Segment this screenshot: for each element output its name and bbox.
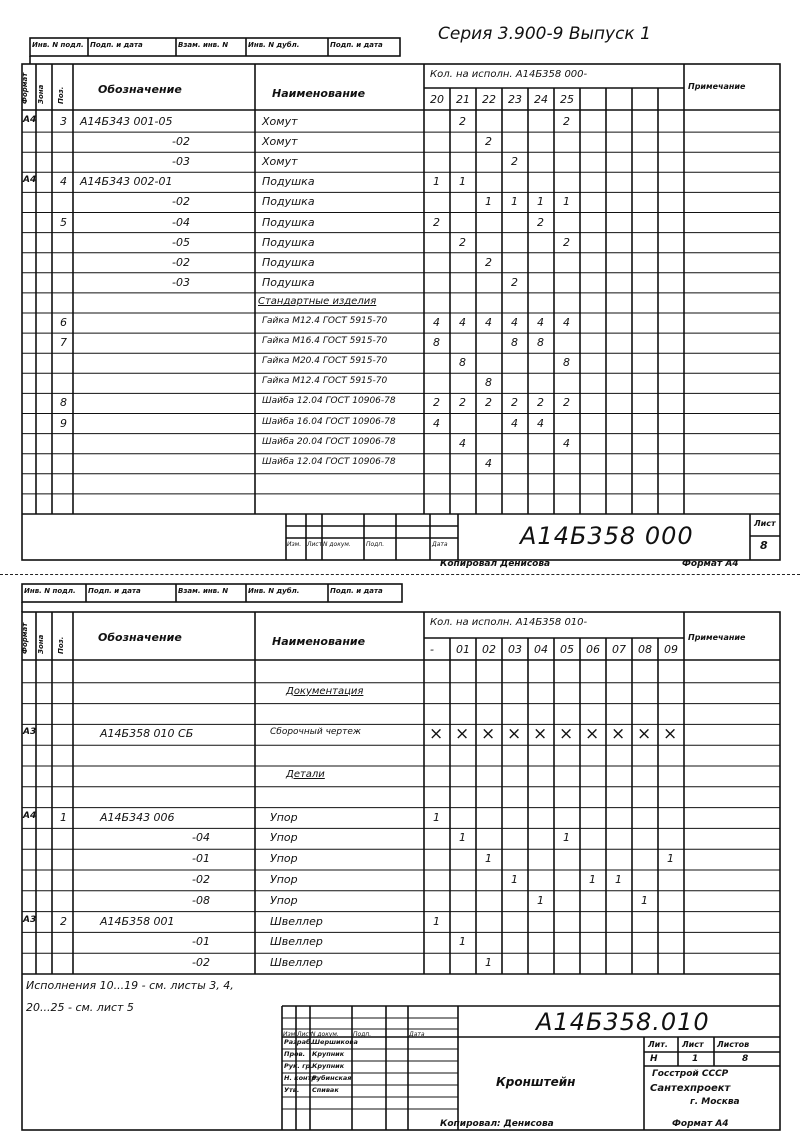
top-row-designation: -05 [172,235,190,249]
top-row-qty: 4 [537,316,544,329]
bottom-row-designation: А14Б343 006 [100,810,175,824]
bottom-org-2: Сантехпроект [650,1083,731,1094]
sheet-divider [0,574,800,575]
top-approval-1: Инв. N подл. [32,41,84,49]
bottom-row-name: Упор [270,873,298,886]
bottom-row-name: Упор [270,852,298,866]
top-row-qty: 2 [459,115,466,128]
bottom-sheets-value: 8 [742,1054,749,1064]
top-row-qty: 4 [485,456,492,470]
top-col-zone: Зона [37,84,45,104]
bottom-qty-col-7: 07 [612,643,626,656]
bottom-row-name: Швеллер [270,956,323,970]
bottom-approval-5: Подп. и дата [330,587,383,595]
top-row-name: Стандартные изделия [258,295,377,307]
bottom-approval-2: Подп. и дата [88,587,141,595]
bottom-row-qty: × [455,724,470,745]
top-row-name: Гайка М20.4 ГОСТ 5915-70 [262,356,388,367]
bottom-row-qty: 1 [485,852,492,866]
top-qty-col-3: 23 [508,93,522,106]
bottom-lit-sheets-label: Листов [717,1040,750,1049]
bottom-approval-1: Инв. N подл. [24,587,76,595]
top-sheet-label: Лист [754,519,776,528]
top-row-name: Подушка [262,255,315,269]
stamp-role: Рук. гр. [284,1062,313,1070]
top-row-qty: 2 [511,396,518,410]
bottom-row-qty: × [533,724,548,745]
top-row-pos: 8 [60,396,67,410]
top-doc-code: А14Б358 000 [520,522,694,550]
top-row-qty: 2 [459,235,466,249]
bottom-footer-copied: Копировал: Денисова [440,1119,554,1129]
top-row-qty: 8 [485,376,492,390]
bottom-qty-col-4: 04 [534,643,548,656]
top-row-qty: 4 [537,416,544,430]
bottom-row-designation: -01 [192,852,210,866]
top-row-qty: 2 [537,215,544,229]
top-col-format: Формат [21,72,29,104]
top-row-qty: 1 [485,195,492,209]
top-row-designation: А14Б343 002-01 [80,175,173,189]
top-row-name: Подушка [262,215,315,229]
bottom-row-qty: × [507,724,522,745]
bottom-footer-format: Формат А4 [672,1119,729,1129]
bottom-lit-value: Н [650,1054,658,1064]
top-col-note: Примечание [688,82,746,91]
stamp-person: Крупник [312,1050,345,1058]
top-row-qty: 8 [563,356,570,370]
bottom-row-qty: × [637,724,652,745]
bottom-row-qty: 1 [589,873,596,886]
bottom-row-qty: 1 [459,935,466,949]
top-row-name: Гайка М12.4 ГОСТ 5915-70 [262,316,388,326]
bottom-row-name: Швеллер [270,914,323,928]
stamp-role: Утв. [284,1086,300,1094]
bottom-qty-col-6: 06 [586,643,600,656]
top-row-name: Подушка [262,235,315,249]
top-row-name: Подушка [262,195,315,209]
top-row-name: Подушка [262,175,315,189]
bottom-qty-col-0: - [430,643,434,656]
top-qty-col-5: 25 [560,93,574,106]
top-row-format: А4 [23,115,37,125]
bottom-col-qty-title: Кол. на исполн. А14Б358 010- [430,617,588,628]
bottom-note-line-1: Исполнения 10...19 - см. листы 3, 4, [26,979,234,992]
bottom-qty-col-5: 05 [560,643,574,656]
top-row-pos: 7 [60,336,67,350]
bottom-org-1: Госстрой СССР [652,1069,729,1079]
top-col-pos: Поз. [57,86,65,104]
bottom-row-qty: × [481,724,496,745]
bottom-row-qty: × [611,724,626,745]
top-qty-col-0: 20 [430,93,444,106]
top-row-qty: 4 [511,416,518,430]
top-row-designation: -03 [172,275,190,289]
top-stamp-doc: N докум. [323,541,351,548]
bottom-row-format: А3 [23,914,37,925]
top-row-qty: 1 [511,195,518,209]
top-row-pos: 3 [60,115,67,128]
bottom-qty-col-2: 02 [482,643,496,656]
bottom-row-name: Документация [286,685,364,697]
bottom-row-name: Детали [286,769,325,780]
stamp-role: Разраб. [284,1038,313,1046]
bottom-row-qty: × [585,724,600,745]
top-row-qty: 2 [485,396,492,410]
top-row-qty: 4 [563,436,570,450]
bottom-stamp-list: Лист [297,1031,313,1038]
top-stamp-list: Лист [307,541,323,548]
bottom-row-qty: 1 [667,852,674,866]
bottom-row-designation: -08 [192,893,210,907]
bottom-row-name: Упор [270,831,298,845]
bottom-row-qty: 1 [511,873,518,886]
top-row-name: Хомут [262,135,298,149]
top-row-name: Шайба 16.04 ГОСТ 10906-78 [262,416,396,427]
top-row-qty: 8 [511,336,518,350]
bottom-sheet-value: 1 [692,1054,699,1064]
top-row-qty: 2 [459,396,466,410]
top-row-qty: 4 [511,316,518,329]
bottom-row-qty: 1 [641,893,648,907]
bottom-col-designation: Обозначение [98,631,182,644]
top-row-qty: 4 [459,436,466,450]
bottom-col-pos: Поз. [57,636,65,654]
bottom-row-qty: 1 [433,914,440,928]
bottom-row-name: Сборочный чертеж [270,727,362,738]
top-qty-col-4: 24 [534,93,548,106]
bottom-row-designation: -02 [192,956,210,970]
top-row-qty: 1 [433,175,440,189]
top-row-qty: 2 [563,396,570,410]
top-row-designation: А14Б343 001-05 [80,115,173,128]
bottom-sheet [0,582,800,1135]
bottom-row-qty: × [429,724,444,745]
top-footer-format: Формат А4 [682,559,739,569]
top-row-qty: 1 [459,175,466,189]
bottom-stamp-izm: Изм. [283,1031,298,1038]
bottom-row-designation: -04 [192,831,210,845]
bottom-row-qty: 1 [537,893,544,907]
top-row-name: Подушка [262,275,315,289]
top-row-qty: 2 [485,135,492,149]
bottom-col-name: Наименование [272,635,366,648]
bottom-row-qty: × [663,724,678,745]
top-row-pos: 4 [60,175,67,189]
top-row-qty: 4 [433,416,440,430]
top-stamp-sign: Подп. [366,541,385,548]
bottom-row-qty: 1 [485,956,492,970]
bottom-qty-col-3: 03 [508,643,522,656]
bottom-row-qty: 1 [563,831,570,845]
top-row-qty: 8 [433,336,440,350]
top-row-designation: -03 [172,155,190,169]
top-row-qty: 2 [511,275,518,289]
bottom-qty-col-9: 09 [664,643,678,656]
stamp-person: Спивак [312,1086,339,1094]
bottom-row-designation: -02 [192,873,210,886]
bottom-row-name: Швеллер [270,935,323,949]
top-row-format: А4 [23,175,37,186]
top-col-designation: Обозначение [98,83,182,96]
bottom-approval-4: Инв. N дубл. [248,587,300,595]
top-row-name: Гайка М16.4 ГОСТ 5915-70 [262,336,388,347]
bottom-qty-col-1: 01 [456,643,470,656]
top-qty-col-2: 22 [482,93,496,106]
top-row-designation: -02 [172,195,190,209]
bottom-doc-title: Кронштейн [496,1075,576,1089]
top-row-qty: 2 [433,215,440,229]
top-row-qty: 4 [433,316,440,329]
top-col-name: Наименование [272,87,366,100]
top-stamp-date: Дата [432,541,448,548]
bottom-lit-label: Лит. [648,1040,668,1049]
bottom-row-name: Упор [270,810,298,824]
top-row-pos: 5 [60,215,67,229]
stamp-role: Н. контр. [284,1074,319,1082]
stamp-person: Рубинская [312,1074,352,1082]
top-row-qty: 2 [563,235,570,249]
top-row-qty: 4 [459,316,466,329]
top-row-qty: 1 [537,195,544,209]
top-row-name: Шайба 12.04 ГОСТ 10906-78 [262,456,396,467]
bottom-col-note: Примечание [688,633,746,642]
bottom-row-qty: × [559,724,574,745]
stamp-role: Пров. [284,1050,306,1058]
top-row-designation: -02 [172,135,190,149]
bottom-row-qty: 1 [459,831,466,845]
bottom-qty-col-8: 08 [638,643,652,656]
bottom-row-pos: 1 [60,810,67,824]
stamp-person: Крупник [312,1062,345,1070]
bottom-stamp-date: Дата [409,1031,425,1038]
bottom-row-name: Упор [270,893,298,907]
bottom-row-format: А3 [23,727,37,738]
top-col-qty-title: Кол. на исполн. А14Б358 000- [430,69,588,80]
bottom-doc-code: А14Б358.010 [536,1008,710,1036]
top-row-name: Шайба 20.04 ГОСТ 10906-78 [262,436,396,447]
bottom-row-qty: 1 [433,810,440,824]
top-row-name: Хомут [262,115,298,128]
top-row-name: Хомут [262,155,298,169]
top-approval-3: Взам. инв. N [178,41,229,49]
stamp-person: Шершикова [312,1038,358,1046]
top-approval-4: Инв. N дубл. [248,41,300,49]
bottom-col-format: Формат [21,622,29,654]
bottom-row-pos: 2 [60,914,67,928]
top-row-qty: 2 [537,396,544,410]
top-stamp-izm: Изм. [287,541,302,548]
bottom-row-designation: А14Б358 001 [100,914,175,928]
bottom-stamp-doc: N докум. [311,1031,339,1038]
top-row-pos: 6 [60,316,67,329]
bottom-row-format: А4 [23,810,37,821]
series-title: Серия 3.900-9 Выпуск 1 [438,24,651,44]
bottom-note-line-2: 20...25 - см. лист 5 [26,1001,134,1014]
top-row-qty: 2 [433,396,440,410]
bottom-row-qty: 1 [615,873,622,886]
bottom-org-3: г. Москва [690,1097,740,1107]
bottom-lit-sheet-label: Лист [682,1040,704,1049]
top-approval-5: Подп. и дата [330,41,383,49]
bottom-stamp-sign: Подп. [353,1031,372,1038]
top-row-pos: 9 [60,416,67,430]
top-row-qty: 8 [459,356,466,370]
top-row-qty: 8 [537,336,544,350]
bottom-approval-3: Взам. инв. N [178,587,229,595]
bottom-grid-lines [0,582,800,1135]
top-row-name: Шайба 12.04 ГОСТ 10906-78 [262,396,396,407]
top-row-designation: -02 [172,255,190,269]
bottom-col-zone: Зона [37,634,45,654]
top-row-qty: 2 [485,255,492,269]
top-qty-col-1: 21 [456,93,470,106]
bottom-row-designation: А14Б358 010 СБ [100,727,194,741]
top-row-name: Гайка М12.4 ГОСТ 5915-70 [262,376,388,387]
top-row-qty: 4 [563,316,570,329]
top-approval-2: Подп. и дата [90,41,143,49]
top-footer-copied: Копировал Денисова [440,559,551,569]
top-row-qty: 2 [511,155,518,169]
top-sheet-no: 8 [760,539,768,552]
top-row-qty: 4 [485,316,492,329]
bottom-row-designation: -01 [192,935,210,949]
top-row-qty: 1 [563,195,570,209]
top-row-designation: -04 [172,215,190,229]
top-row-qty: 2 [563,115,570,128]
